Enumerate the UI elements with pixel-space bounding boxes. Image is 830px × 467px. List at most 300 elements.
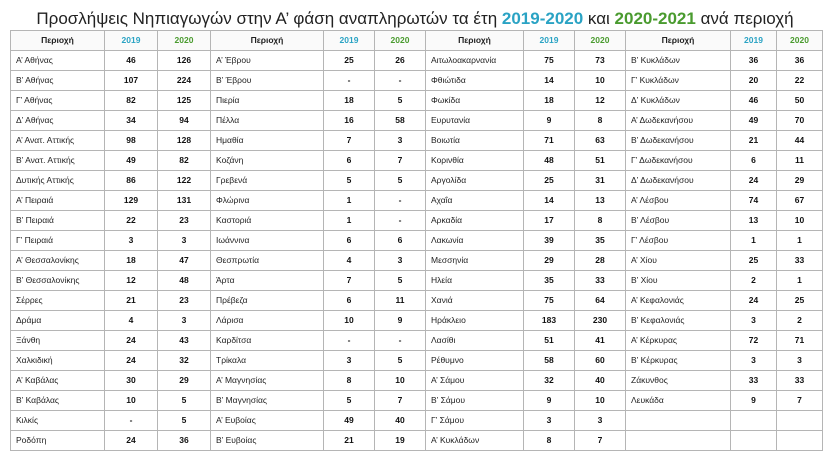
area-cell: Α’ Έβρου	[211, 51, 324, 71]
value-2020-cell: 3	[158, 231, 211, 251]
table-row	[626, 431, 823, 451]
value-2020-cell: 40	[375, 411, 426, 431]
header-area: Περιοχή	[11, 31, 105, 51]
header-area: Περιοχή	[426, 31, 524, 51]
area-cell: Α’ Δωδεκανήσου	[626, 111, 731, 131]
area-cell: Γ’ Λέσβου	[626, 231, 731, 251]
value-2020-cell: 5	[375, 351, 426, 371]
value-2020-cell: 131	[158, 191, 211, 211]
area-cell: Ημαθία	[211, 131, 324, 151]
table-row	[626, 351, 823, 371]
table-row	[211, 231, 426, 251]
table-row	[626, 191, 823, 211]
table-row	[211, 111, 426, 131]
table-row	[11, 291, 211, 311]
table-row	[211, 151, 426, 171]
table-row	[11, 151, 211, 171]
area-cell: Χανιά	[426, 291, 524, 311]
value-2020-cell: 3	[375, 131, 426, 151]
area-cell: Πιερία	[211, 91, 324, 111]
value-2020-cell: 41	[575, 331, 626, 351]
value-2019-cell: 2	[731, 271, 777, 291]
table-row	[211, 71, 426, 91]
header-2019: 2019	[731, 31, 777, 51]
value-2020-cell: 31	[575, 171, 626, 191]
value-2019-cell: 18	[524, 91, 575, 111]
table-block-3	[425, 30, 625, 451]
value-2019-cell: 8	[524, 431, 575, 451]
area-cell: Β’ Αθήνας	[11, 71, 105, 91]
value-2019-cell: 46	[105, 51, 158, 71]
value-2019-cell: 72	[731, 331, 777, 351]
table-row	[426, 411, 626, 431]
value-2020-cell: 48	[158, 271, 211, 291]
table-row	[11, 211, 211, 231]
header-row	[211, 31, 426, 51]
value-2019-cell: 6	[324, 231, 375, 251]
table-row	[211, 271, 426, 291]
value-2019-cell: -	[105, 411, 158, 431]
header-2020: 2020	[375, 31, 426, 51]
value-2019-cell: 36	[731, 51, 777, 71]
table-row	[626, 231, 823, 251]
value-2020-cell: 23	[158, 291, 211, 311]
area-cell: Κοζάνη	[211, 151, 324, 171]
value-2019-cell: 9	[731, 391, 777, 411]
title-year-2019-2020: 2019-2020	[501, 9, 584, 28]
value-2020-cell: 35	[575, 231, 626, 251]
table-row	[626, 211, 823, 231]
value-2019-cell: 46	[731, 91, 777, 111]
table-row	[426, 431, 626, 451]
value-2020-cell: -	[375, 331, 426, 351]
value-2020-cell	[777, 411, 823, 431]
area-cell: Γρεβενά	[211, 171, 324, 191]
table-block-1	[10, 30, 210, 451]
value-2019-cell: 13	[731, 211, 777, 231]
value-2019-cell: 107	[105, 71, 158, 91]
value-2020-cell: 5	[158, 391, 211, 411]
area-cell: Άρτα	[211, 271, 324, 291]
table-block-4	[625, 30, 822, 451]
value-2019-cell: 9	[524, 391, 575, 411]
block-1-table	[10, 30, 211, 451]
table-row	[11, 431, 211, 451]
area-cell: Ξάνθη	[11, 331, 105, 351]
area-cell: Θεσπρωτία	[211, 251, 324, 271]
table-row	[426, 151, 626, 171]
area-cell: Λευκάδα	[626, 391, 731, 411]
table-row	[626, 151, 823, 171]
table-row	[626, 91, 823, 111]
value-2020-cell: 36	[777, 51, 823, 71]
value-2020-cell: 12	[575, 91, 626, 111]
value-2020-cell: 5	[375, 91, 426, 111]
value-2019-cell: 7	[324, 131, 375, 151]
value-2020-cell: 122	[158, 171, 211, 191]
table-row	[11, 91, 211, 111]
value-2020-cell: 71	[777, 331, 823, 351]
table-row	[211, 211, 426, 231]
value-2019-cell	[731, 411, 777, 431]
table-row	[426, 91, 626, 111]
block-4-table	[625, 30, 823, 451]
value-2020-cell: 28	[575, 251, 626, 271]
table-row	[626, 271, 823, 291]
value-2019-cell: 24	[105, 431, 158, 451]
value-2020-cell: 7	[375, 391, 426, 411]
table-row	[426, 171, 626, 191]
table-row	[626, 371, 823, 391]
table-row	[426, 111, 626, 131]
value-2020-cell: 2	[777, 311, 823, 331]
value-2019-cell: 49	[731, 111, 777, 131]
area-cell: Α’ Πειραιά	[11, 191, 105, 211]
area-cell: Β’ Καβάλας	[11, 391, 105, 411]
value-2019-cell: 14	[524, 191, 575, 211]
table-row	[211, 351, 426, 371]
value-2019-cell: 51	[524, 331, 575, 351]
area-cell: Α’ Κεφαλονιάς	[626, 291, 731, 311]
value-2020-cell: 23	[158, 211, 211, 231]
area-cell: Ρέθυμνο	[426, 351, 524, 371]
value-2019-cell	[731, 431, 777, 451]
value-2019-cell: 30	[105, 371, 158, 391]
value-2020-cell: 67	[777, 191, 823, 211]
value-2019-cell: 3	[524, 411, 575, 431]
area-cell: Β’ Μαγνησίας	[211, 391, 324, 411]
area-cell: Κιλκίς	[11, 411, 105, 431]
value-2019-cell: 18	[324, 91, 375, 111]
value-2019-cell: 183	[524, 311, 575, 331]
table-row	[426, 231, 626, 251]
area-cell: Γ’ Αθήνας	[11, 91, 105, 111]
value-2020-cell: 44	[777, 131, 823, 151]
area-cell: Ηράκλειο	[426, 311, 524, 331]
table-row	[211, 391, 426, 411]
value-2019-cell: 24	[731, 171, 777, 191]
area-cell: Καρδίτσα	[211, 331, 324, 351]
value-2019-cell: 6	[731, 151, 777, 171]
value-2019-cell: 8	[324, 371, 375, 391]
area-cell: Α’ Αθήνας	[11, 51, 105, 71]
title-prefix: Προσλήψεις Νηπιαγωγών στην Α’ φάση αναπληρωτών τα έτη	[36, 9, 502, 28]
value-2020-cell: 22	[777, 71, 823, 91]
title-year-2020-2021: 2020-2021	[614, 9, 696, 28]
area-cell: Β’ Ανατ. Αττικής	[11, 151, 105, 171]
table-row	[211, 51, 426, 71]
value-2019-cell: 34	[105, 111, 158, 131]
table-row	[211, 411, 426, 431]
table-row	[426, 351, 626, 371]
table-row	[426, 71, 626, 91]
value-2020-cell: 82	[158, 151, 211, 171]
table-row	[11, 51, 211, 71]
table-row	[211, 191, 426, 211]
value-2020-cell: 7	[375, 151, 426, 171]
value-2020-cell: 10	[575, 71, 626, 91]
area-cell: Α’ Χίου	[626, 251, 731, 271]
value-2019-cell: 1	[731, 231, 777, 251]
header-2019: 2019	[324, 31, 375, 51]
area-cell: Β’ Κεφαλονιάς	[626, 311, 731, 331]
value-2019-cell: 48	[524, 151, 575, 171]
table-row	[426, 371, 626, 391]
value-2020-cell: 40	[575, 371, 626, 391]
table-row	[211, 251, 426, 271]
value-2020-cell: 51	[575, 151, 626, 171]
value-2020-cell: 125	[158, 91, 211, 111]
value-2019-cell: 32	[524, 371, 575, 391]
value-2019-cell: -	[324, 71, 375, 91]
value-2019-cell: 12	[105, 271, 158, 291]
value-2020-cell: 43	[158, 331, 211, 351]
value-2019-cell: -	[324, 331, 375, 351]
title-suffix: ανά περιοχή	[695, 9, 794, 28]
area-cell: Δυτικής Αττικής	[11, 171, 105, 191]
area-cell: Δράμα	[11, 311, 105, 331]
table-row	[11, 71, 211, 91]
area-cell: Β’ Κέρκυρας	[626, 351, 731, 371]
header-2020: 2020	[575, 31, 626, 51]
value-2020-cell: 224	[158, 71, 211, 91]
value-2019-cell: 21	[324, 431, 375, 451]
value-2019-cell: 98	[105, 131, 158, 151]
area-cell: Β’ Κυκλάδων	[626, 51, 731, 71]
value-2019-cell: 21	[105, 291, 158, 311]
value-2020-cell: 128	[158, 131, 211, 151]
area-cell: Γ’ Κυκλάδων	[626, 71, 731, 91]
value-2020-cell: 3	[158, 311, 211, 331]
area-cell: Δ’ Κυκλάδων	[626, 91, 731, 111]
value-2020-cell: 64	[575, 291, 626, 311]
area-cell: Γ’ Σάμου	[426, 411, 524, 431]
value-2020-cell: 50	[777, 91, 823, 111]
table-row	[11, 191, 211, 211]
table-row	[11, 311, 211, 331]
table-row	[11, 371, 211, 391]
value-2019-cell: 35	[524, 271, 575, 291]
table-row	[211, 91, 426, 111]
value-2020-cell: 60	[575, 351, 626, 371]
table-row	[11, 171, 211, 191]
value-2020-cell: 70	[777, 111, 823, 131]
area-cell: Α’ Σάμου	[426, 371, 524, 391]
area-cell: Α’ Λέσβου	[626, 191, 731, 211]
area-cell: Α’ Κέρκυρας	[626, 331, 731, 351]
area-cell: Αιτωλοακαρνανία	[426, 51, 524, 71]
value-2020-cell: 126	[158, 51, 211, 71]
area-cell: Λάρισα	[211, 311, 324, 331]
value-2019-cell: 33	[731, 371, 777, 391]
value-2020-cell: 29	[158, 371, 211, 391]
value-2019-cell: 9	[524, 111, 575, 131]
area-cell: Ιωάννινα	[211, 231, 324, 251]
table-row	[211, 371, 426, 391]
table-row	[211, 331, 426, 351]
hiring-table	[10, 30, 822, 445]
area-cell: Ροδόπη	[11, 431, 105, 451]
block-3-table	[425, 30, 626, 451]
value-2019-cell: 18	[105, 251, 158, 271]
value-2019-cell: 75	[524, 51, 575, 71]
value-2019-cell: 71	[524, 131, 575, 151]
value-2019-cell: 25	[524, 171, 575, 191]
area-cell: Λασίθι	[426, 331, 524, 351]
value-2020-cell	[777, 431, 823, 451]
value-2019-cell: 25	[324, 51, 375, 71]
area-cell: Φλώρινα	[211, 191, 324, 211]
area-cell: Φωκίδα	[426, 91, 524, 111]
table-row	[211, 131, 426, 151]
value-2020-cell: 10	[375, 371, 426, 391]
table-row	[426, 211, 626, 231]
table-row	[426, 311, 626, 331]
value-2019-cell: 24	[105, 351, 158, 371]
area-cell: Α’ Καβάλας	[11, 371, 105, 391]
value-2020-cell: 5	[375, 171, 426, 191]
value-2019-cell: 17	[524, 211, 575, 231]
value-2020-cell: 230	[575, 311, 626, 331]
table-row	[626, 251, 823, 271]
table-row	[626, 111, 823, 131]
document-title	[0, 7, 830, 31]
table-row	[211, 171, 426, 191]
value-2020-cell: 33	[777, 371, 823, 391]
value-2019-cell: 86	[105, 171, 158, 191]
table-row	[626, 331, 823, 351]
table-block-2	[210, 30, 425, 451]
value-2020-cell: -	[375, 71, 426, 91]
value-2019-cell: 49	[324, 411, 375, 431]
area-cell: Δ’ Δωδεκανήσου	[626, 171, 731, 191]
area-cell: Σέρρες	[11, 291, 105, 311]
value-2020-cell: 11	[777, 151, 823, 171]
value-2019-cell: 1	[324, 211, 375, 231]
table-row	[426, 131, 626, 151]
value-2019-cell: 6	[324, 151, 375, 171]
area-cell: Β’ Πειραιά	[11, 211, 105, 231]
area-cell: Α’ Θεσσαλονίκης	[11, 251, 105, 271]
area-cell: Β’ Δωδεκανήσου	[626, 131, 731, 151]
area-cell: Γ’ Δωδεκανήσου	[626, 151, 731, 171]
table-row	[626, 51, 823, 71]
value-2019-cell: 4	[105, 311, 158, 331]
table-row	[626, 311, 823, 331]
value-2020-cell: 94	[158, 111, 211, 131]
table-row	[626, 291, 823, 311]
area-cell: Τρίκαλα	[211, 351, 324, 371]
value-2020-cell: 7	[777, 391, 823, 411]
area-cell: Αρκαδία	[426, 211, 524, 231]
value-2019-cell: 5	[324, 171, 375, 191]
area-cell: Βοιωτία	[426, 131, 524, 151]
value-2019-cell: 3	[324, 351, 375, 371]
table-row	[426, 271, 626, 291]
area-cell: Β’ Ευβοίας	[211, 431, 324, 451]
table-row	[11, 131, 211, 151]
header-2019: 2019	[524, 31, 575, 51]
value-2020-cell: 10	[777, 211, 823, 231]
value-2020-cell: 33	[777, 251, 823, 271]
value-2019-cell: 129	[105, 191, 158, 211]
area-cell	[626, 411, 731, 431]
header-area: Περιοχή	[211, 31, 324, 51]
value-2020-cell: 73	[575, 51, 626, 71]
value-2020-cell: 5	[158, 411, 211, 431]
table-row	[426, 251, 626, 271]
value-2020-cell: 1	[777, 271, 823, 291]
value-2020-cell: -	[375, 211, 426, 231]
area-cell: Καστοριά	[211, 211, 324, 231]
value-2020-cell: 10	[575, 391, 626, 411]
value-2020-cell: 36	[158, 431, 211, 451]
value-2020-cell: 3	[777, 351, 823, 371]
area-cell: Πέλλα	[211, 111, 324, 131]
title-middle: και	[583, 9, 615, 28]
value-2019-cell: 82	[105, 91, 158, 111]
area-cell: Γ’ Πειραιά	[11, 231, 105, 251]
table-row	[211, 311, 426, 331]
table-row	[211, 291, 426, 311]
value-2019-cell: 21	[731, 131, 777, 151]
table-row	[626, 71, 823, 91]
area-cell: Λακωνία	[426, 231, 524, 251]
table-row	[426, 291, 626, 311]
value-2020-cell: 8	[575, 211, 626, 231]
value-2019-cell: 20	[731, 71, 777, 91]
area-cell: Β’ Χίου	[626, 271, 731, 291]
area-cell: Α’ Ευβοίας	[211, 411, 324, 431]
value-2020-cell: 5	[375, 271, 426, 291]
value-2020-cell: 33	[575, 271, 626, 291]
value-2019-cell: 29	[524, 251, 575, 271]
value-2020-cell: 25	[777, 291, 823, 311]
table-row	[11, 391, 211, 411]
header-row	[426, 31, 626, 51]
header-row	[11, 31, 211, 51]
table-row	[11, 271, 211, 291]
area-cell: Φθιώτιδα	[426, 71, 524, 91]
table-row	[626, 411, 823, 431]
value-2019-cell: 3	[731, 311, 777, 331]
area-cell: Β’ Θεσσαλονίκης	[11, 271, 105, 291]
value-2019-cell: 3	[731, 351, 777, 371]
block-2-table	[210, 30, 426, 451]
value-2020-cell: 7	[575, 431, 626, 451]
value-2019-cell: 75	[524, 291, 575, 311]
value-2020-cell: -	[375, 191, 426, 211]
area-cell: Μεσσηνία	[426, 251, 524, 271]
table-row	[211, 431, 426, 451]
value-2019-cell: 58	[524, 351, 575, 371]
table-row	[11, 231, 211, 251]
table-row	[426, 331, 626, 351]
value-2019-cell: 7	[324, 271, 375, 291]
area-cell	[626, 431, 731, 451]
table-row	[626, 391, 823, 411]
value-2020-cell: 13	[575, 191, 626, 211]
value-2020-cell: 26	[375, 51, 426, 71]
value-2020-cell: 9	[375, 311, 426, 331]
area-cell: Αργολίδα	[426, 171, 524, 191]
value-2020-cell: 6	[375, 231, 426, 251]
table-row	[11, 411, 211, 431]
header-2020: 2020	[777, 31, 823, 51]
header-row	[626, 31, 823, 51]
value-2019-cell: 5	[324, 391, 375, 411]
table-row	[426, 391, 626, 411]
